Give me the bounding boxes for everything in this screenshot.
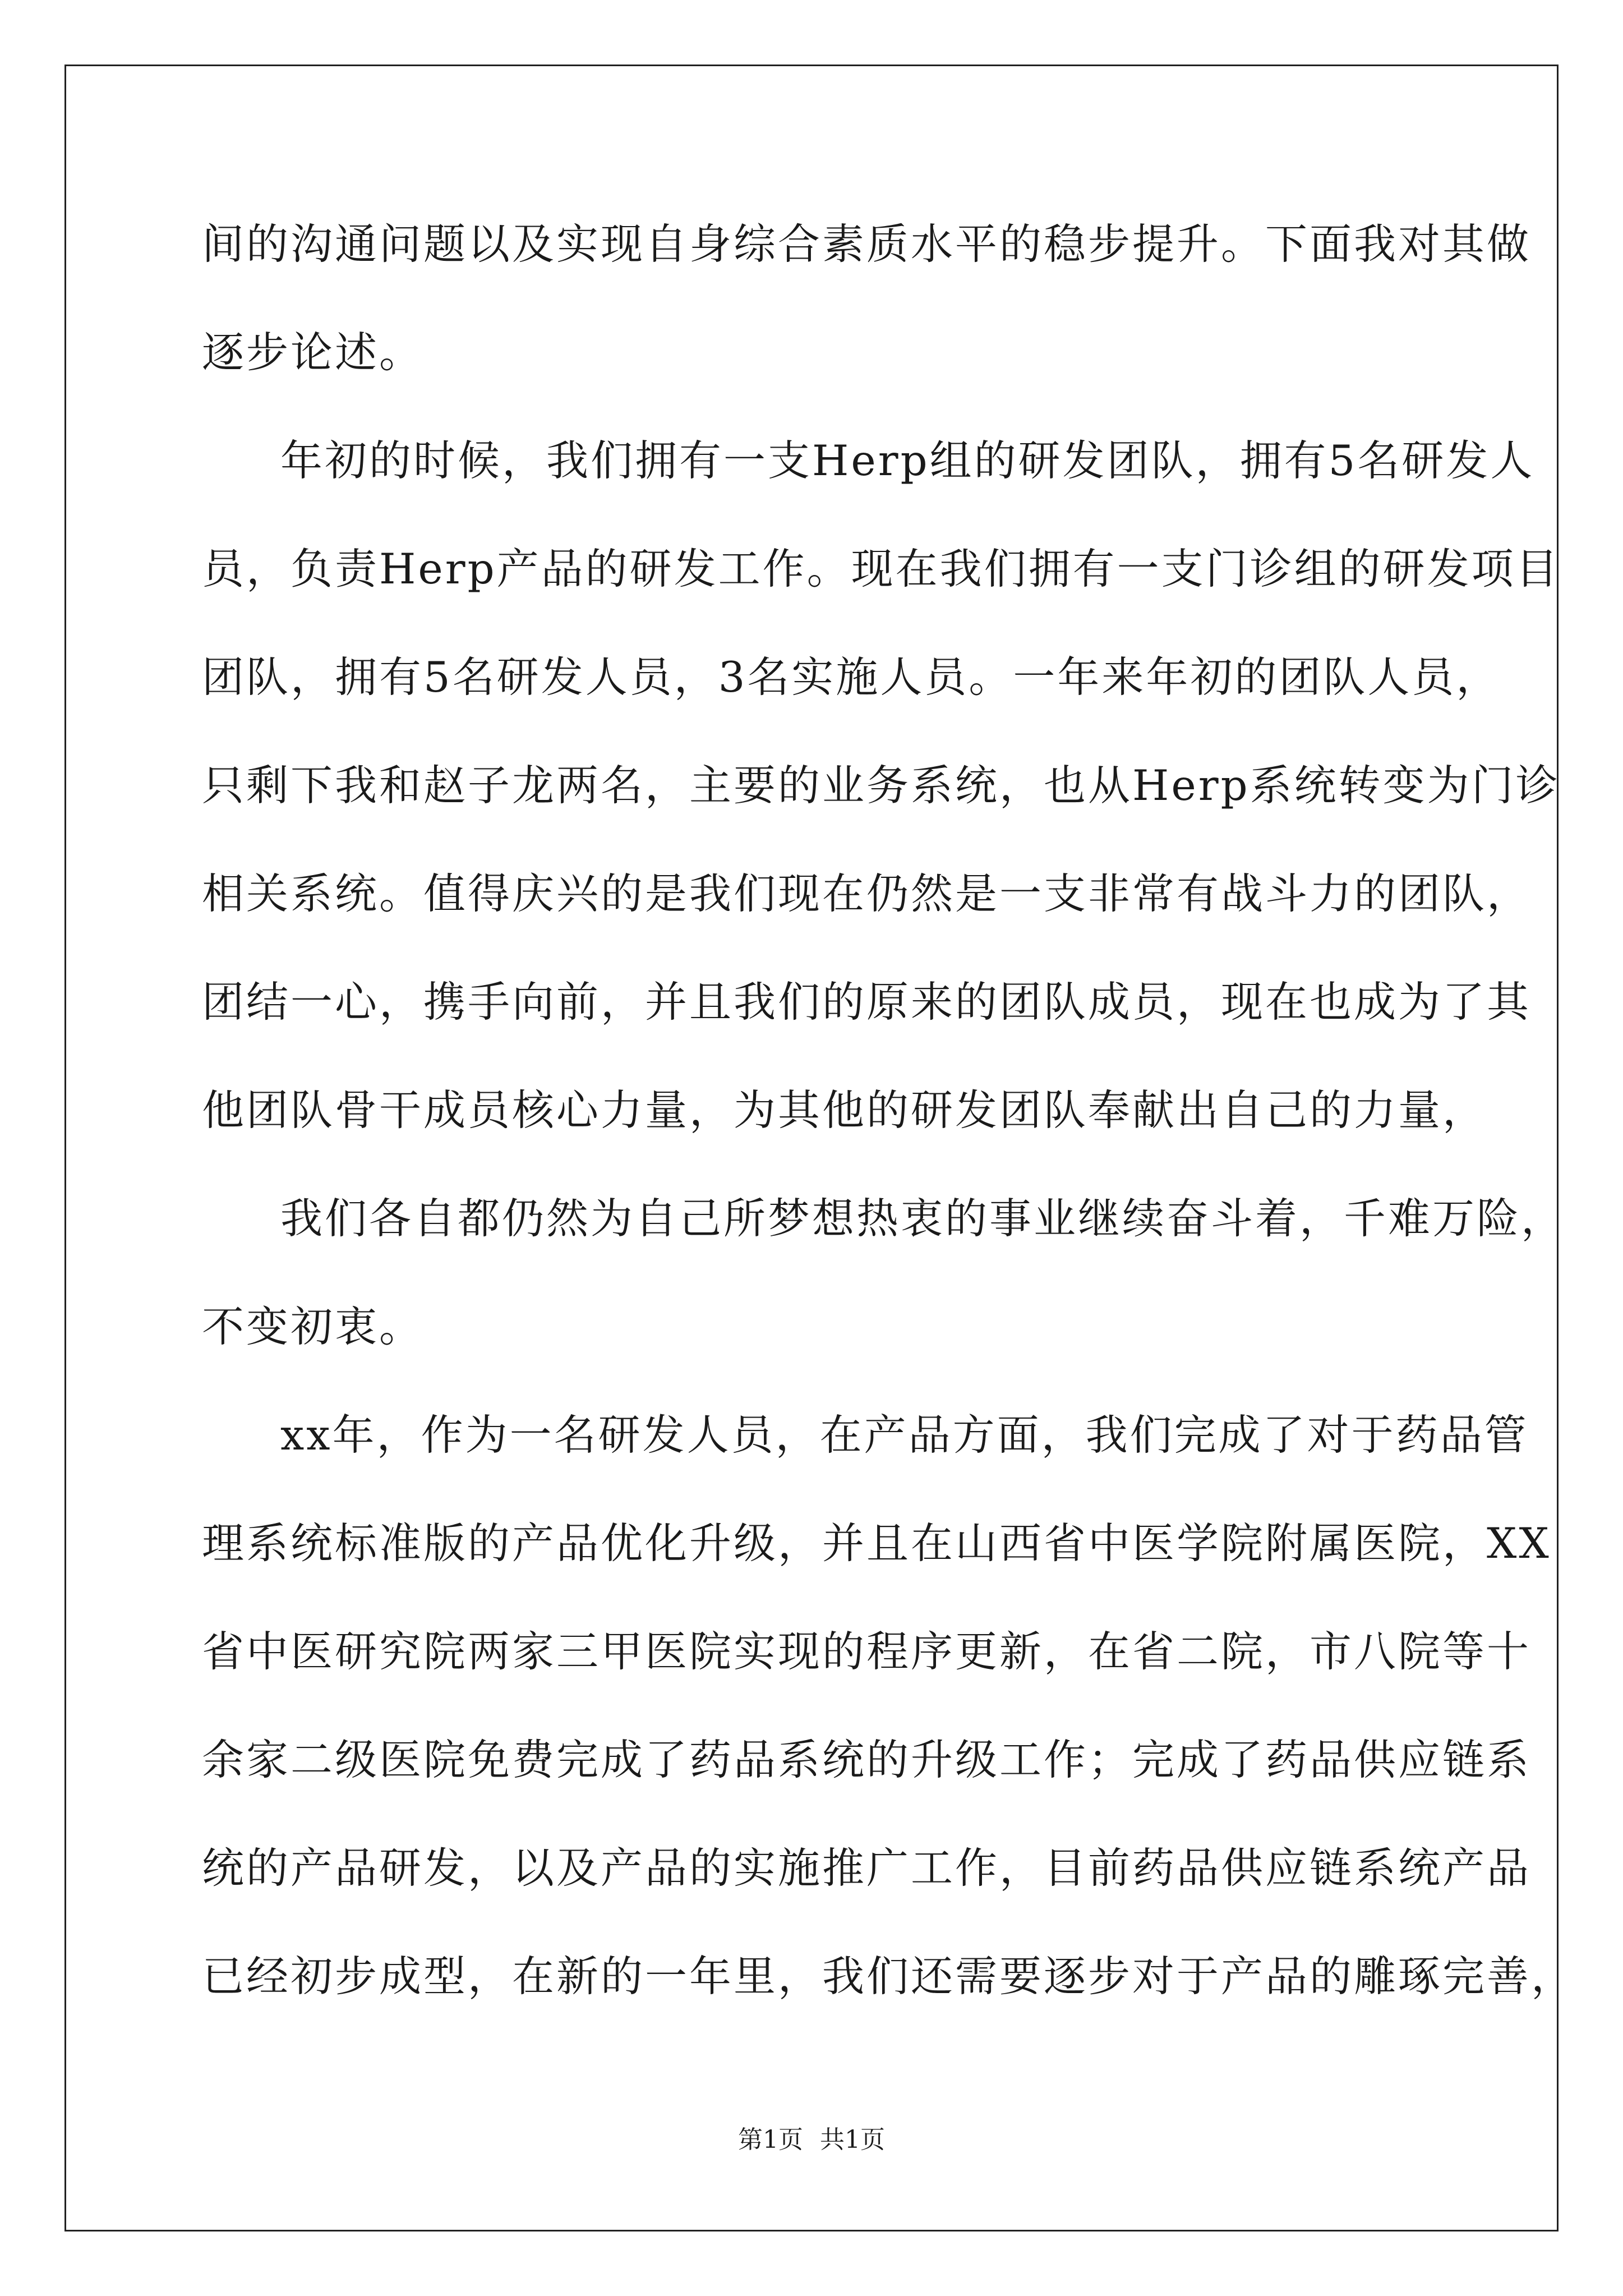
text-line-7: 相关系统。值得庆兴的是我们现在仍然是一支非常有战斗力的团队， <box>202 869 1532 918</box>
page-number: 第1页 <box>738 2125 803 2154</box>
text-line-1: 间的沟通问题以及实现自身综合素质水平的稳步提升。下面我对其做 <box>202 219 1532 269</box>
text-line-3: 年初的时候，我们拥有一支Herp组的研发团队，拥有5名研发人 <box>280 436 1535 485</box>
text-line-6: 只剩下我和赵子龙两名，主要的业务系统，也从Herp系统转变为门诊 <box>202 761 1560 810</box>
page-border <box>64 65 1559 2231</box>
text-line-10: 我们各自都仍然为自己所梦想热衷的事业继续奋斗着，千难万险， <box>280 1194 1566 1243</box>
text-line-5: 团队，拥有5名研发人员，3名实施人员。一年来年初的团队人员， <box>202 652 1501 702</box>
text-line-14: 省中医研究院两家三甲医院实现的程序更新，在省二院，市八院等十 <box>202 1627 1532 1676</box>
text-line-12: xx年，作为一名研发人员，在产品方面，我们完成了对于药品管 <box>280 1410 1529 1460</box>
text-line-8: 团结一心，携手向前，并且我们的原来的团队成员，现在也成为了其 <box>202 977 1532 1027</box>
text-line-16: 统的产品研发，以及产品的实施推广工作，目前药品供应链系统产品 <box>202 1843 1532 1893</box>
page-total: 共1页 <box>820 2125 885 2154</box>
text-line-9: 他团队骨干成员核心力量，为其他的研发团队奉献出自己的力量， <box>202 1085 1487 1135</box>
text-line-17: 已经初步成型，在新的一年里，我们还需要逐步对于产品的雕琢完善， <box>202 1952 1576 2001</box>
text-line-2: 逐步论述。 <box>202 328 424 377</box>
text-line-15: 余家二级医院免费完成了药品系统的升级工作；完成了药品供应链系 <box>202 1735 1532 1784</box>
text-line-11: 不变初衷。 <box>202 1302 424 1351</box>
text-line-4: 员，负责Herp产品的研发工作。现在我们拥有一支门诊组的研发项目 <box>202 544 1560 593</box>
page-footer <box>0 2123 1623 2157</box>
text-line-13: 理系统标准版的产品优化升级，并且在山西省中医学院附属医院，XX <box>202 1519 1551 1568</box>
